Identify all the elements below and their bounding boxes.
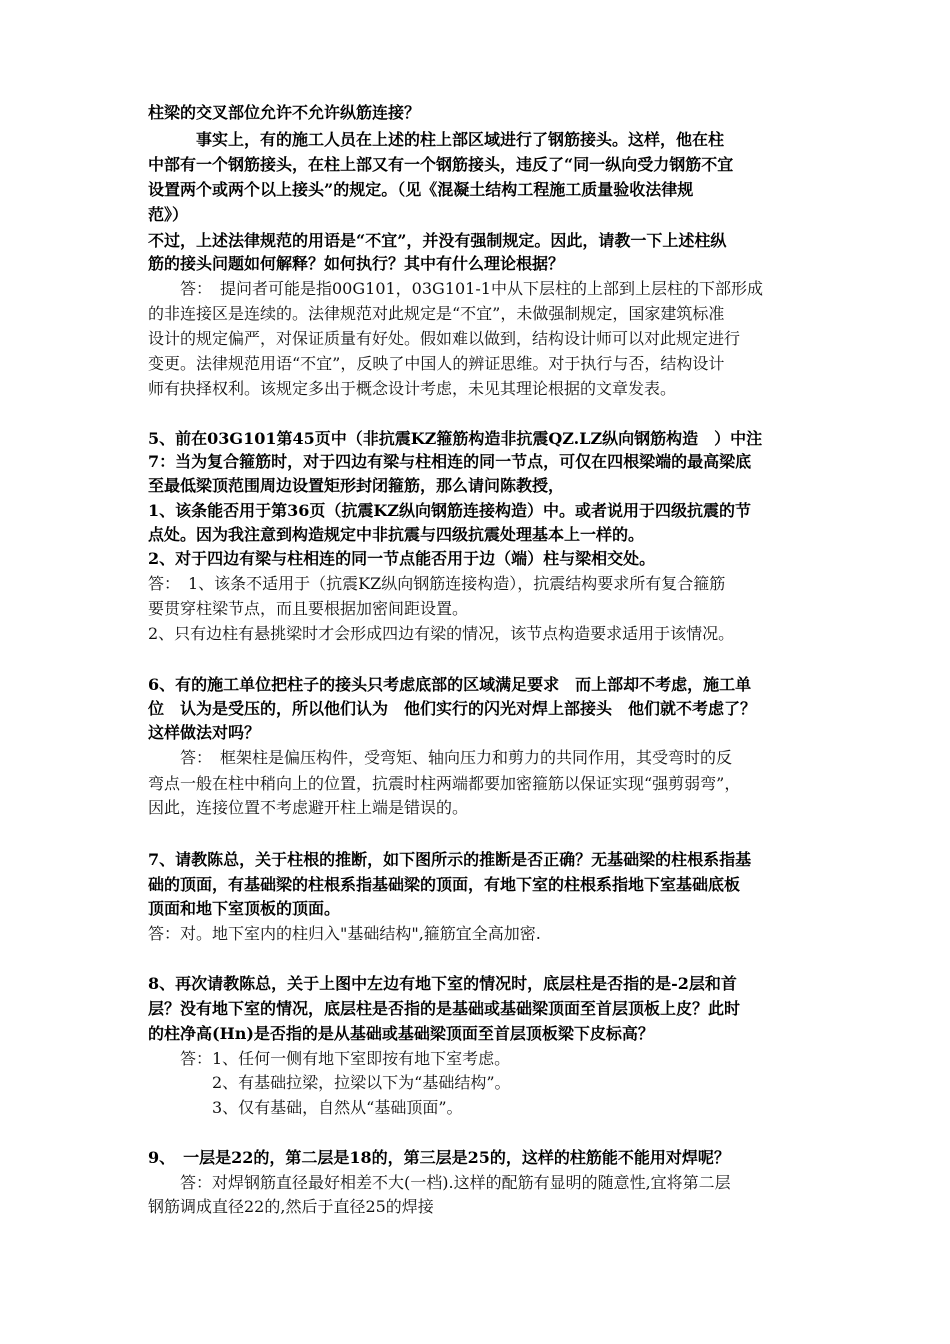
question-9: 9、 一层是22的，第二层是18的，第三层是25的，这样的柱筋能不能用对焊呢？: [148, 1148, 730, 1167]
answer-text: 答：对焊钢筋直径最好相差不大(一档).这样的配筋有显明的随意性,宜将第二层: [148, 1173, 731, 1192]
question-text: 的柱净高(Hn)是否指的是从基础或基础梁顶面至首层顶板梁下皮标高？: [148, 1024, 654, 1043]
question-text: 至最低梁顶范围周边设置矩形封闭箍筋，那么请问陈教授，: [148, 476, 565, 495]
question-text: 事实上，有的施工人员在上述的柱上部区域进行了钢筋接头。这样，他在柱: [148, 130, 725, 149]
answer-text: 要贯穿柱梁节点，而且要根据加密间距设置。: [148, 599, 469, 618]
question-text: 7：当为复合箍筋时，对于四边有梁与柱相连的同一节点，可仅在四根梁端的最高梁底: [148, 452, 752, 471]
question-6: 6、有的施工单位把柱子的接头只考虑底部的区域满足要求 而上部却不考虑，施工单: [148, 675, 752, 694]
question-text: 层？没有地下室的情况，底层柱是否指的是基础或基础梁顶面至首层顶板上皮？此时: [148, 999, 741, 1018]
question-text: 中部有一个钢筋接头，在柱上部又有一个钢筋接头，违反了“同一纵向受力钢筋不宜: [148, 155, 734, 174]
answer-text: 答： 提问者可能是指00G101，03G101-1中从下层柱的上部到上层柱的下部形成: [148, 279, 763, 298]
question-text: 范》）: [148, 205, 189, 224]
answer-text: 答：对。地下室内的柱归入"基础结构",箍筋宜全高加密.: [148, 924, 541, 943]
question-text: 2、对于四边有梁与柱相连的同一节点能否用于边（端）柱与梁相交处。: [148, 549, 656, 568]
answer-text: 答： 框架柱是偏压构件，受弯矩、轴向压力和剪力的共同作用，其受弯时的反: [148, 748, 733, 767]
answer-text: 2、有基础拉梁，拉梁以下为“基础结构”。: [148, 1073, 511, 1092]
answer-text: 3、仅有基础，自然从“基础顶面”。: [148, 1098, 463, 1117]
answer-text: 答： 1、该条不适用于（抗震KZ纵向钢筋连接构造），抗震结构要求所有复合箍筋: [148, 574, 726, 593]
question-text: 这样做法对吗？: [148, 723, 261, 742]
question-text: 筋的接头问题如何解释？如何执行？其中有什么理论根据？: [148, 254, 565, 273]
answer-text: 的非连接区是连续的。法律规范对此规定是“不宜”，未做强制规定，国家建筑标准: [148, 304, 725, 323]
question-text: 1、该条能否用于第36页（抗震KZ纵向钢筋连接构造）中。或者说用于四级抗震的节: [148, 501, 751, 520]
answer-text: 设计的规定偏严，对保证质量有好处。假如难以做到，结构设计师可以对此规定进行: [148, 329, 741, 348]
question-text: 设置两个或两个以上接头”的规定。（见《混凝土结构工程施工质量验收法律规: [148, 180, 694, 199]
answer-text: 钢筋调成直径22的,然后于直径25的焊接: [148, 1197, 434, 1216]
answer-text: 变更。法律规范用语“不宜”，反映了中国人的辨证思维。对于执行与否，结构设计: [148, 354, 725, 373]
question-text: 不过，上述法律规范的用语是“不宜”，并没有强制规定。因此，请教一下上述柱纵: [148, 231, 727, 250]
question-text: 位 认为是受压的，所以他们认为 他们实行的闪光对焊上部接头 他们就不考虑了？: [148, 699, 757, 718]
question-7: 7、请教陈总，关于柱根的推断，如下图所示的推断是否正确？无基础梁的柱根系指基: [148, 850, 752, 869]
question-heading: 柱梁的交叉部位允许不允许纵筋连接？: [148, 103, 421, 122]
question-text: 础的顶面，有基础梁的柱根系指基础梁的顶面，有地下室的柱根系指地下室基础底板: [148, 875, 741, 894]
answer-text: 弯点一般在柱中稍向上的位置，抗震时柱两端都要加密箍筋以保证实现“强剪弱弯”，: [148, 774, 741, 793]
question-8: 8、再次请教陈总，关于上图中左边有地下室的情况时，底层柱是否指的是-2层和首: [148, 974, 737, 993]
question-text: 顶面和地下室顶板的顶面。: [148, 899, 341, 918]
answer-text: 因此，连接位置不考虑避开柱上端是错误的。: [148, 798, 469, 817]
answer-text: 2、只有边柱有悬挑梁时才会形成四边有梁的情况，该节点构造要求适用于该情况。: [148, 624, 735, 643]
question-5: 5、前在03G101第45页中（非抗震KZ箍筋构造非抗震QZ.LZ纵向钢筋构造 ）中注: [148, 429, 763, 448]
answer-text: 师有抉择权利。该规定多出于概念设计考虑，未见其理论根据的文章发表。: [148, 379, 677, 398]
question-text: 点处。因为我注意到构造规定中非抗震与四级抗震处理基本上一样的。: [148, 525, 645, 544]
answer-text: 答：1、任何一侧有地下室即按有地下室考虑。: [148, 1049, 511, 1068]
